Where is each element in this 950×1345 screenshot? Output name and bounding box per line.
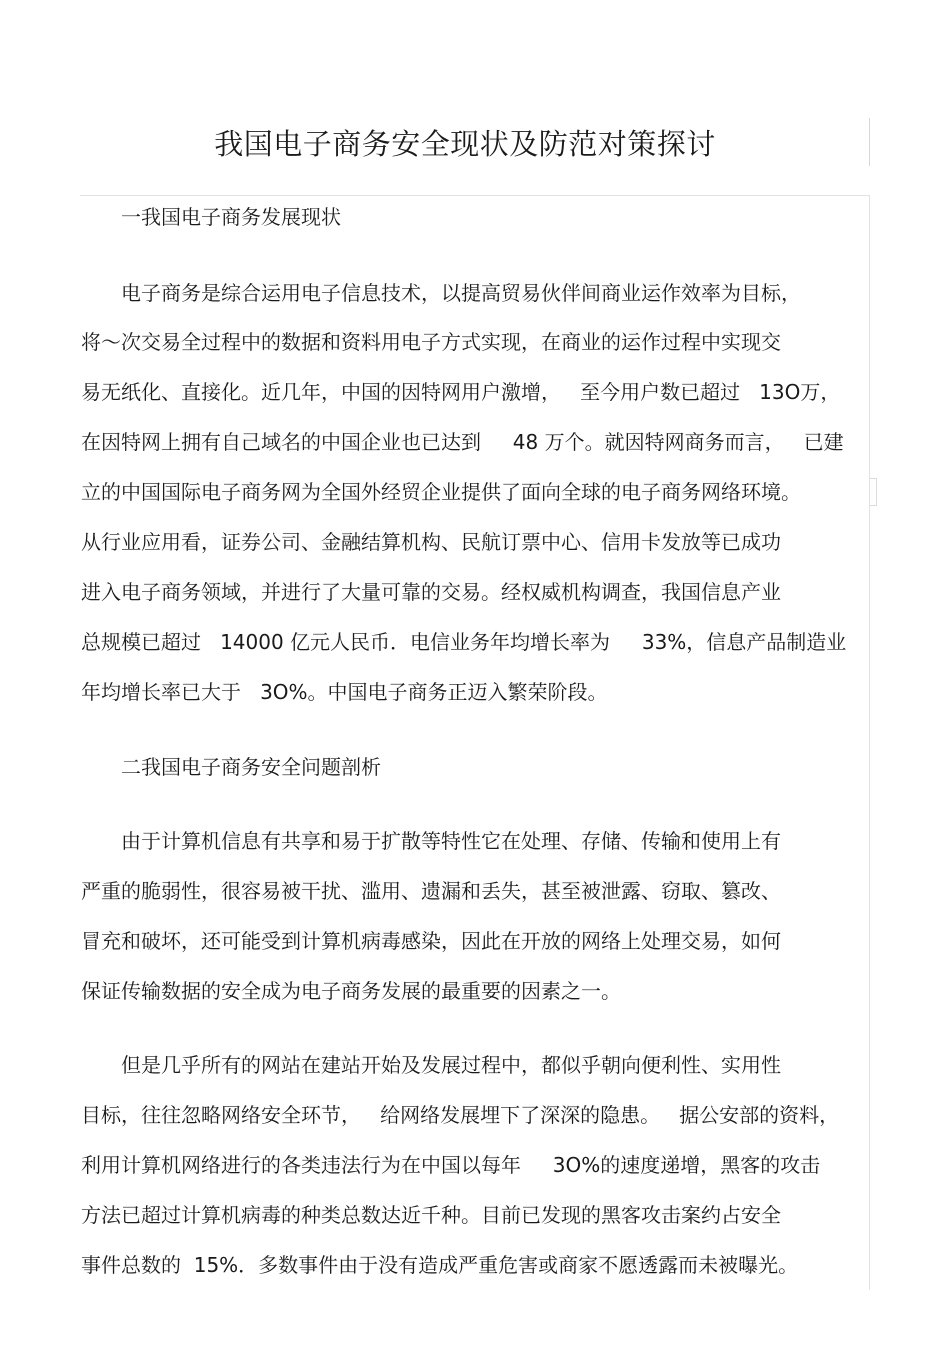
paragraph-1-line-8: 总规模已超过 14000 亿元人民币．电信业务年均增长率为 33%，信息产品制造业 <box>81 630 847 654</box>
section-heading-2: 二我国电子商务安全问题剖析 <box>121 755 381 779</box>
paragraph-1-line-5: 立的中国国际电子商务网为全国外经贸企业提供了面向全球的电子商务网络环境。 <box>81 480 801 504</box>
document-title: 我国电子商务安全现状及防范对策探讨 <box>214 127 716 161</box>
paragraph-1-line-6: 从行业应用看，证券公司、金融结算机构、民航订票中心、信用卡发放等已成功 <box>81 530 781 554</box>
paragraph-3-line-2: 目标，往往忽略网络安全环节， 给网络发展埋下了深深的隐患。 据公安部的资料， <box>81 1103 840 1127</box>
paragraph-1-line-4: 在因特网上拥有自己域名的中国企业也已达到 48 万个。就因特网商务而言， 已建 <box>81 430 844 454</box>
paragraph-1-line-9: 年均增长率已大于 3O%。中国电子商务正迈入繁荣阶段。 <box>81 680 608 704</box>
section-heading-1: 一我国电子商务发展现状 <box>121 205 341 229</box>
margin-marker <box>869 478 877 506</box>
paragraph-1-line-7: 进入电子商务领域，并进行了大量可靠的交易。经权威机构调查，我国信息产业 <box>81 580 781 604</box>
paragraph-2-line-4: 保证传输数据的安全成为电子商务发展的最重要的因素之一。 <box>81 979 621 1003</box>
paragraph-1-line-2: 将～次交易全过程中的数据和资料用电子方式实现，在商业的运作过程中实现交 <box>81 330 781 354</box>
header-divider <box>80 195 870 196</box>
paragraph-3-line-4: 方法已超过计算机病毒的种类总数达近千种。目前已发现的黑客攻击案约占安全 <box>81 1203 781 1227</box>
paragraph-3-line-1: 但是几乎所有的网站在建站开始及发展过程中，都似乎朝向便利性、实用性 <box>121 1053 781 1077</box>
paragraph-2-line-2: 严重的脆弱性，很容易被干扰、滥用、遗漏和丢失，甚至被泄露、窃取、篡改、 <box>81 879 781 903</box>
right-margin-rule <box>869 195 870 1290</box>
paragraph-2-line-3: 冒充和破坏，还可能受到计算机病毒感染，因此在开放的网络上处理交易，如何 <box>81 929 781 953</box>
paragraph-3-line-5: 事件总数的 15%．多数事件由于没有造成严重危害或商家不愿透露而未被曝光。 <box>81 1253 799 1277</box>
paragraph-2-line-1: 由于计算机信息有共享和易于扩散等特性它在处理、存储、传输和使用上有 <box>121 829 781 853</box>
paragraph-3-line-3: 利用计算机网络进行的各类违法行为在中国以每年 3O%的速度递增，黑客的攻击 <box>81 1153 821 1177</box>
paragraph-1-line-1: 电子商务是综合运用电子信息技术，以提高贸易伙伴间商业运作效率为目标， <box>121 281 801 305</box>
paragraph-1-line-3: 易无纸化、直接化。近几年，中国的因特网用户激增， 至今用户数已超过 13O万， <box>81 380 841 404</box>
